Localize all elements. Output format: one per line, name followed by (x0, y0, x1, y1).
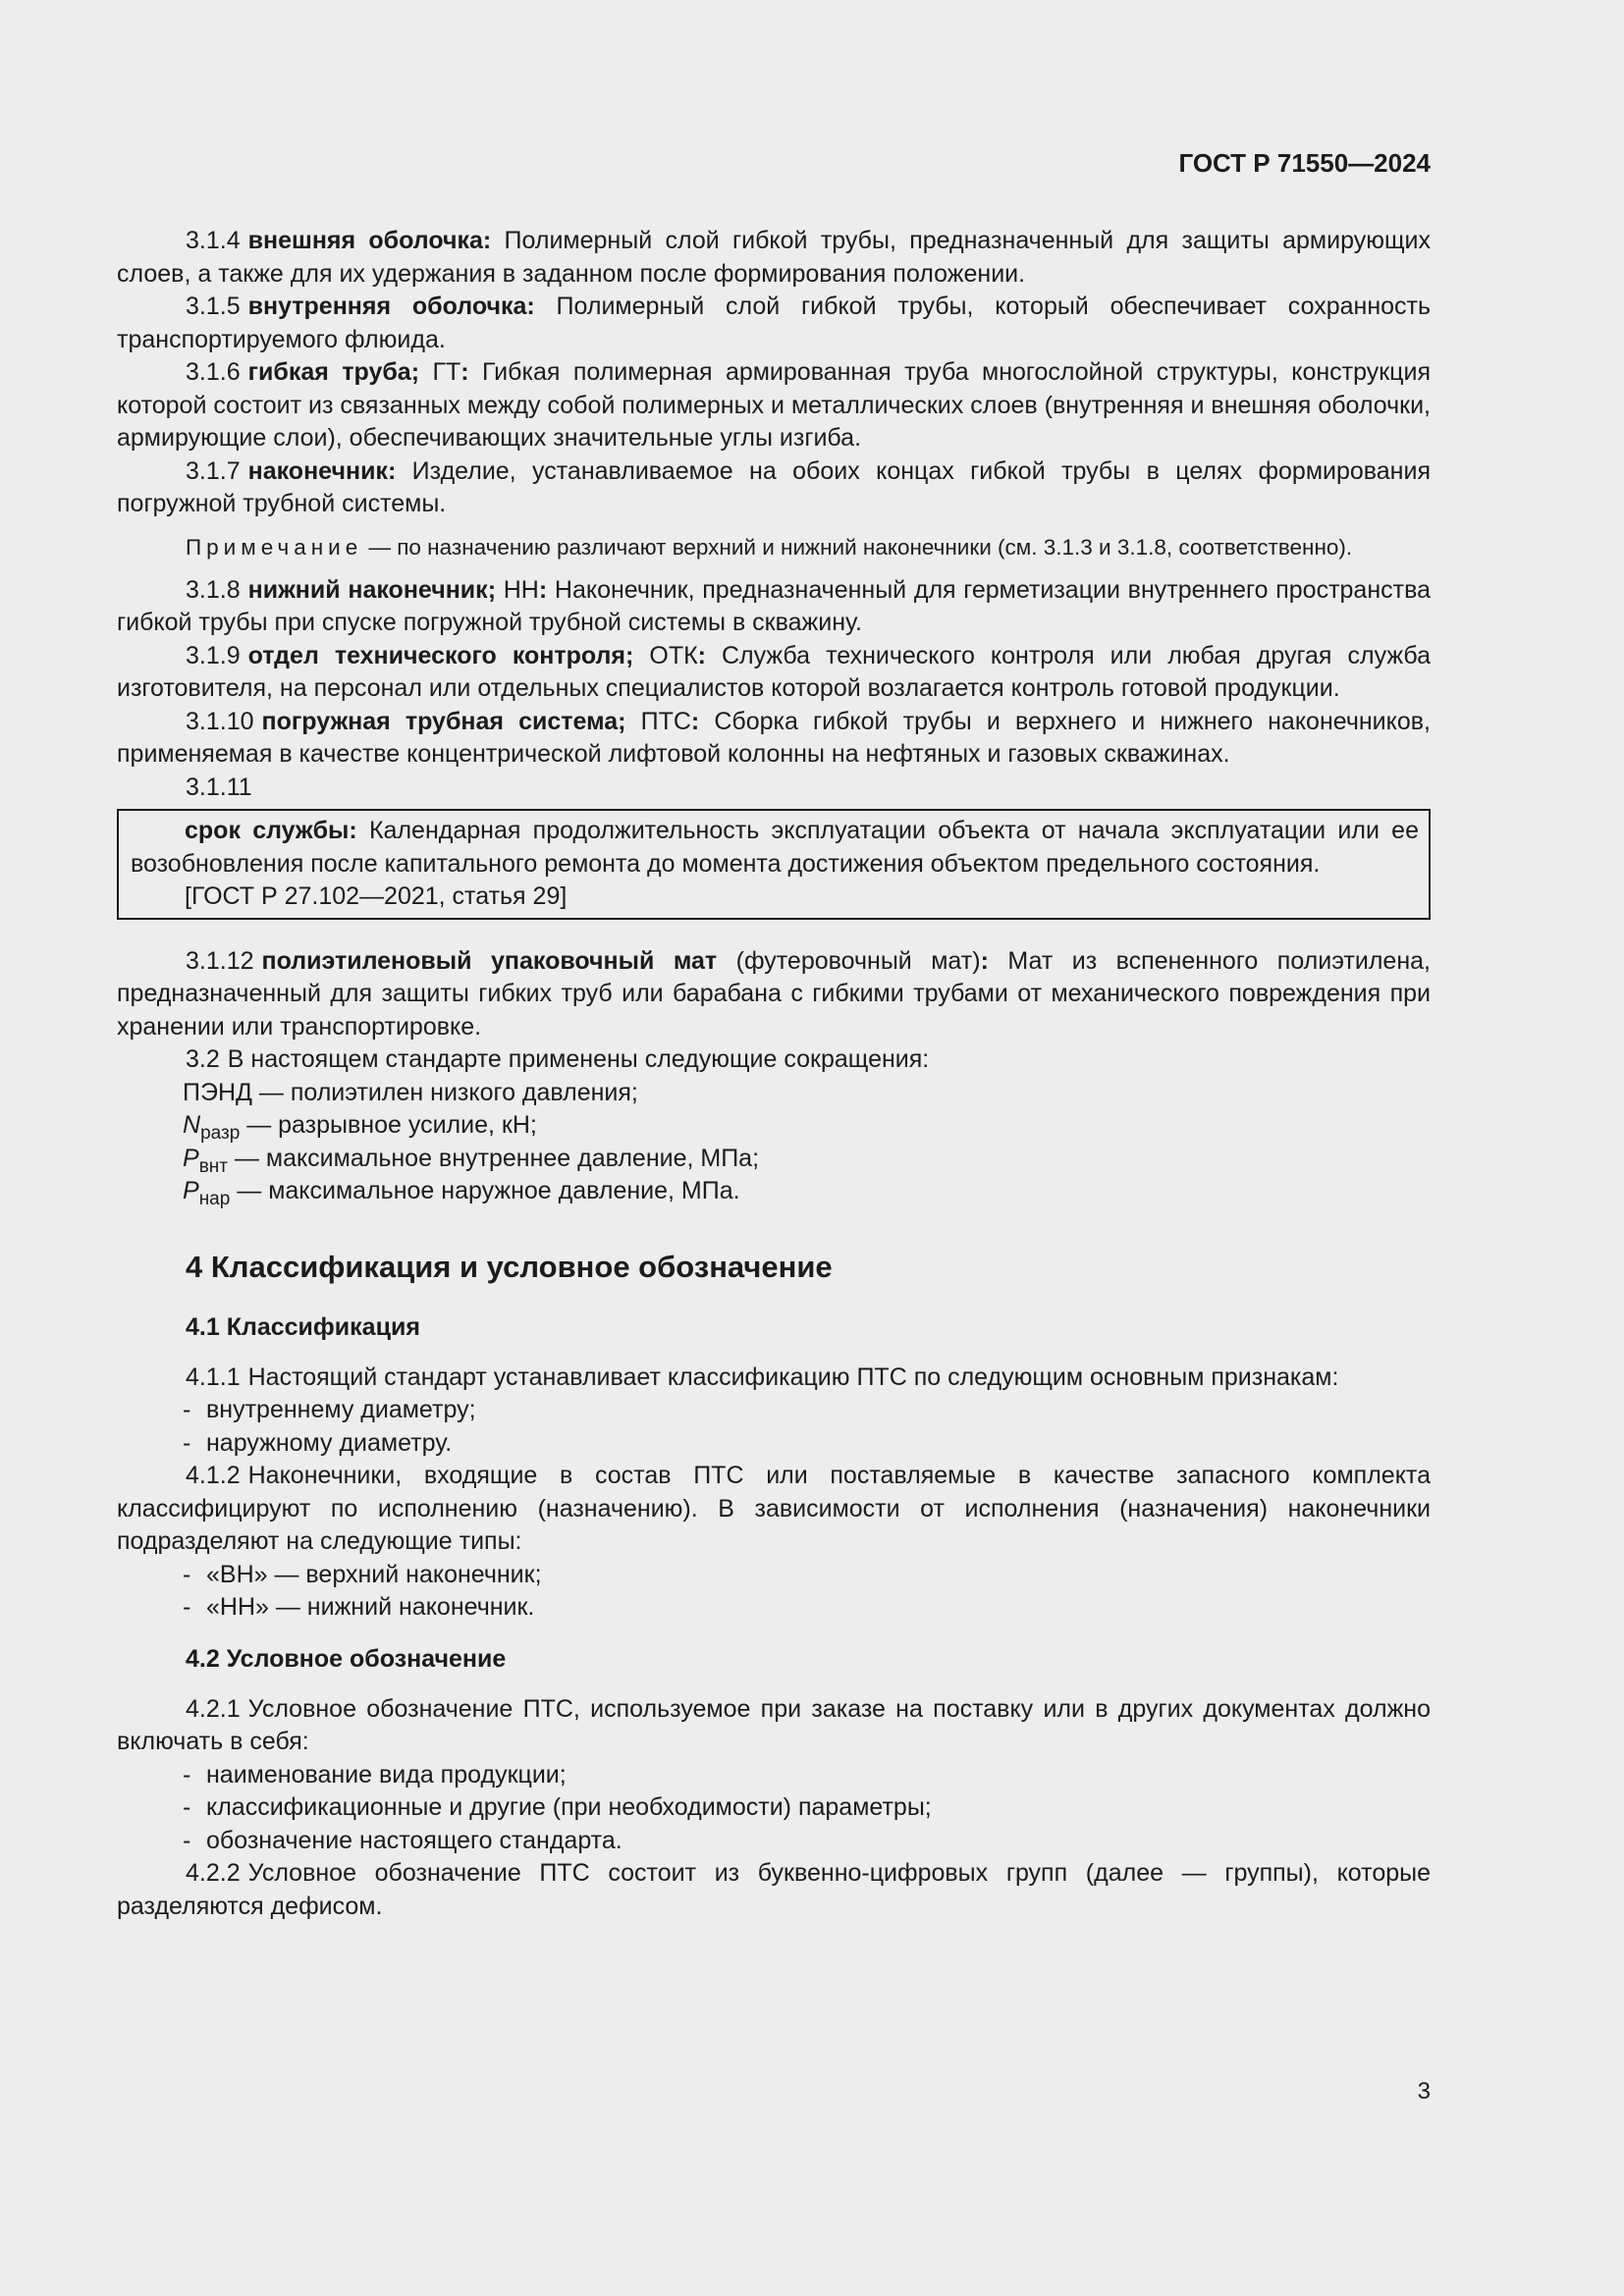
list-dash: - (183, 1428, 191, 1457)
list-dash: - (183, 1760, 191, 1789)
definition-3-1-12 (117, 945, 1431, 1044)
term-abbreviation: ОТК (633, 641, 698, 669)
section-heading: 4 Классификация и условное обозначение (186, 1249, 833, 1284)
list-dash: - (183, 1593, 191, 1621)
definition-text: Мат из вспененного полиэтилена, предназначенный для защиты гибких труб или барабана с гибкими трубами от механического повреждения при хранении или транспортировке. (117, 946, 1431, 1041)
definition-text: Сборка гибкой трубы и верхнего и нижнего наконечников, применяемая в качестве концентрической лифтовой колонны на нефтяных и газовых скважинах. (117, 707, 1431, 768)
term: погружная трубная система; (261, 707, 626, 735)
term-abbreviation: ПТС (625, 707, 691, 735)
list-dash: - (183, 1826, 191, 1854)
definition-3-1-9 (117, 640, 1431, 706)
abbreviation-meaning: — максимальное наружное давление, МПа. (230, 1177, 740, 1204)
definition-3-1-6 (117, 356, 1431, 455)
term: внешняя оболочка: (247, 227, 492, 254)
clause-text: Условное обозначение ПТС, используемое при заказе на поставку или в других документах должно включать в себя: (117, 1694, 1431, 1755)
page-content (117, 225, 1431, 1923)
list-item-text: наименование вида продукции; (206, 1760, 567, 1789)
clause-number: 3.1.4 (186, 227, 241, 254)
abbreviation-item (117, 1175, 1431, 1208)
term: нижний наконечник; (247, 575, 497, 604)
list-item (117, 1759, 1431, 1792)
abbreviation-meaning: — полиэтилен низкого давления; (251, 1078, 638, 1106)
term: внутренняя оболочка: (247, 293, 535, 320)
note-label: Примечание (186, 534, 363, 560)
list-item-text: внутреннему диаметру; (206, 1396, 476, 1423)
definition-3-1-8 (117, 574, 1431, 640)
subsection-heading: 4.2 Условное обозначение (186, 1644, 507, 1673)
definition-3-1-11 (131, 815, 1419, 881)
subsection-heading: 4.1 Классификация (186, 1312, 420, 1341)
abbreviation-item (117, 1077, 1431, 1110)
clause-3-1-11-number: 3.1.11 (186, 773, 252, 801)
clause-number: 4.1.1 (186, 1362, 241, 1391)
list-item-text: «НН» — нижний наконечник. (206, 1593, 535, 1621)
list-item-text: наружному диаметру. (206, 1428, 453, 1457)
list-item (117, 1591, 1431, 1625)
list-dash: - (183, 1793, 191, 1821)
clause-4-2-1 (117, 1693, 1431, 1759)
clause-text: Условное обозначение ПТС состоит из буквенно-цифровых групп (далее — группы), которые разделяются дефисом. (117, 1859, 1431, 1920)
clause-number: 3.1.8 (186, 575, 241, 604)
list-dash: - (183, 1396, 191, 1423)
abbreviation-item (117, 1143, 1431, 1176)
term-colon: : (460, 358, 469, 386)
clause-4-1-2 (117, 1460, 1431, 1559)
page-number: 3 (1417, 2078, 1431, 2105)
definition-3-1-10 (117, 706, 1431, 772)
clause-number: 4.1.2 (186, 1462, 241, 1489)
clause-4-2-2 (117, 1857, 1431, 1923)
list-item-text: «ВН» — верхний наконечник; (206, 1560, 542, 1588)
abbreviation-subscript: внт (198, 1155, 228, 1177)
abbreviation-symbol: P (183, 1177, 199, 1204)
definition-source: [ГОСТ Р 27.102—2021, статья 29] (185, 882, 568, 910)
clause-3-2 (117, 1043, 1431, 1077)
term: полиэтиленовый упаковочный мат (261, 946, 718, 975)
definition-text: Служба технического контроля или любая другая служба изготовителя, на персонал или отдельных специалистов которой возлагается контроль готовой продукции. (117, 641, 1432, 702)
abbreviation-meaning: — разрывное усилие, кН; (240, 1111, 537, 1139)
term-colon: : (980, 946, 989, 975)
definition-3-1-4 (117, 225, 1431, 291)
term-colon: : (697, 641, 706, 669)
abbreviation-subscript: нар (198, 1189, 231, 1209)
definition-text: Полимерный слой гибкой трубы, предназначенный для защиты армирующих слоев, а также для их удержания в заданном после формирования положении. (117, 227, 1431, 288)
term-colon: : (538, 575, 548, 604)
clause-text: Настоящий стандарт устанавливает классификацию ПТС по следующим основным признакам: (247, 1362, 1339, 1391)
clause-number: 3.1.9 (186, 641, 241, 669)
abbreviation-meaning: — максимальное внутреннее давление, МПа; (227, 1144, 760, 1172)
term-abbreviation: НН (496, 575, 539, 604)
clause-text: В настоящем стандарте применены следующие сокращения: (227, 1045, 930, 1073)
abbreviation-item (117, 1109, 1431, 1143)
definition-3-1-5 (117, 291, 1431, 356)
definition-text: Гибкая полимерная армированная труба многослойной структуры, конструкция которой состоит из связанных между собой полимерных и металлических слоев (внутренняя и внешняя оболочки, армирующие слои), обеспечивающих значительные углы изгиба. (117, 358, 1431, 452)
abbreviation-plain: ПЭНД (183, 1078, 252, 1106)
clause-4-1-1 (117, 1362, 1431, 1395)
clause-text: Наконечники, входящие в состав ПТС или поставляемые в качестве запасного комплекта классифицируют по исполнению (назначению). В зависимости от исполнения (назначения) наконечники подразделяют на следующие типы: (117, 1462, 1431, 1555)
abbreviation-symbol: N (183, 1111, 201, 1139)
clause-number: 4.2.1 (186, 1694, 241, 1723)
term: срок службы: (185, 817, 357, 844)
note-text: — по назначению различают верхний и нижний наконечники (см. 3.1.3 и 3.1.8, соответственно). (362, 534, 1353, 560)
list-item (117, 1559, 1431, 1592)
clause-number: 3.1.12 (186, 946, 254, 975)
term-alternative: (футеровочный мат) (717, 946, 981, 975)
definition-text: Изделие, устанавливаемое на обоих концах гибкой трубы в целях формирования погружной трубной системы. (117, 456, 1431, 517)
document-code: ГОСТ Р 71550—2024 (1178, 148, 1431, 178)
term: гибкая труба; (247, 358, 420, 386)
list-item (117, 1427, 1431, 1461)
clause-number: 4.2.2 (186, 1859, 241, 1887)
term: наконечник: (247, 456, 397, 485)
list-item (117, 1394, 1431, 1427)
definition-text: Полимерный слой гибкой трубы, который обеспечивает сохранность транспортируемого флюида. (117, 293, 1432, 353)
term-abbreviation: ГТ (419, 358, 461, 386)
note (117, 533, 1431, 562)
abbreviation-subscript: разр (200, 1123, 241, 1144)
term: отдел технического контроля; (247, 641, 634, 669)
list-item (117, 1791, 1431, 1825)
list-item-text: обозначение настоящего стандарта. (206, 1826, 623, 1854)
definition-text: Календарная продолжительность эксплуатации объекта от начала эксплуатации или ее возобновления после капитального ремонта до момента достижения объектом предельного состояния. (131, 817, 1419, 878)
definition-text: Наконечник, предназначенный для герметизации внутреннего пространства гибкой трубы при спуске погружной трубной системы в скважину. (117, 575, 1431, 636)
clause-number: 3.1.6 (186, 358, 241, 386)
boxed-definition (117, 809, 1431, 920)
clause-number: 3.1.5 (186, 293, 241, 320)
term-colon: : (690, 707, 700, 735)
clause-number: 3.1.7 (186, 456, 241, 485)
list-item (117, 1825, 1431, 1858)
list-item-text: классификационные и другие (при необходимости) параметры; (206, 1793, 932, 1821)
abbreviation-symbol: P (183, 1144, 199, 1172)
list-dash: - (183, 1560, 191, 1588)
clause-number: 3.1.10 (186, 707, 254, 735)
clause-number: 3.2 (186, 1045, 220, 1073)
definition-3-1-7 (117, 455, 1431, 521)
